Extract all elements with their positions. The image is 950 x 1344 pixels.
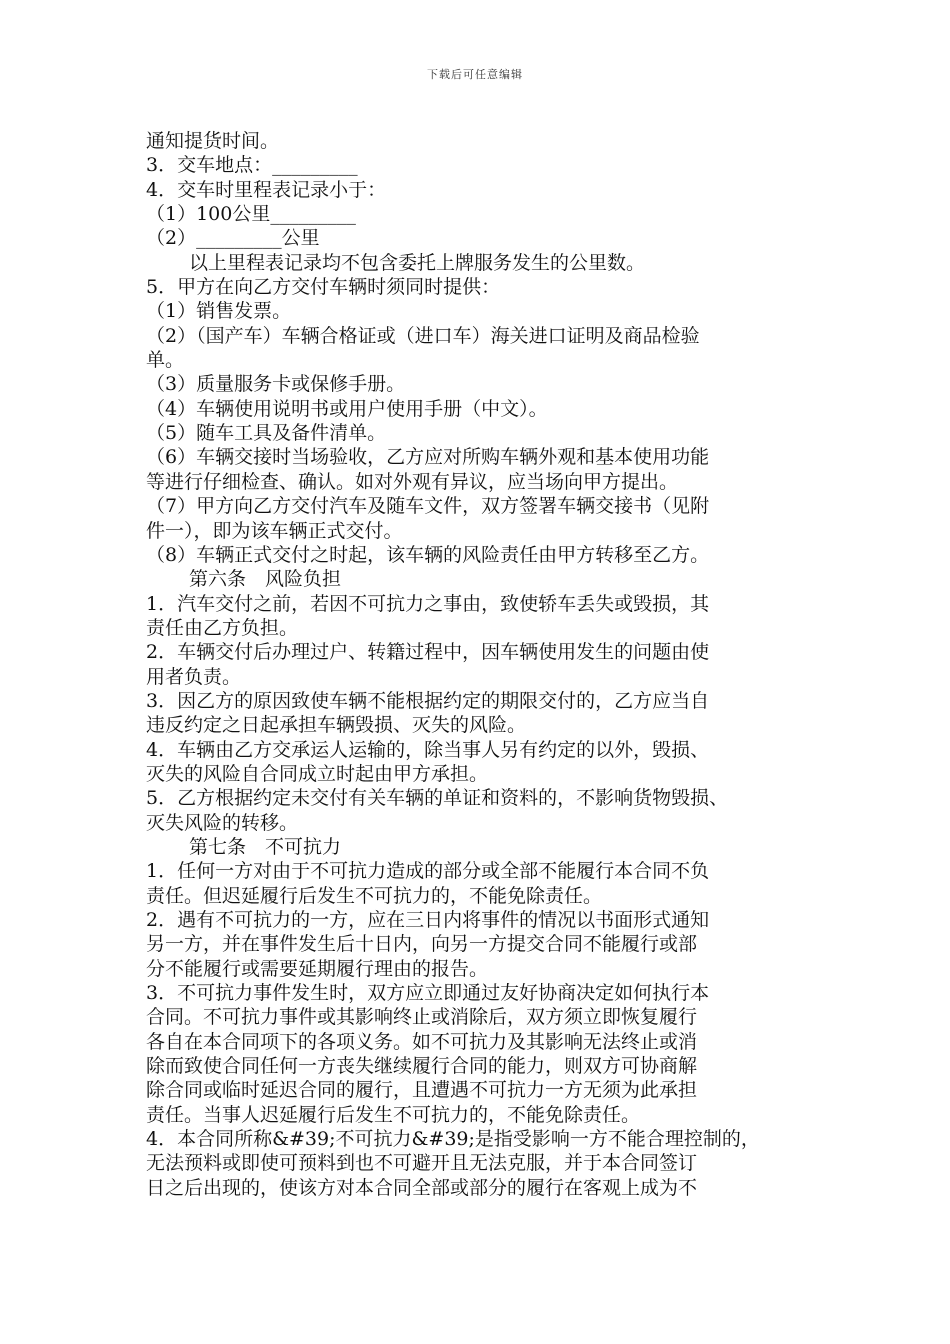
body-line: 除合同或临时延迟合同的履行，且遭遇不可抗力一方无须为此承担 [146, 1079, 698, 1102]
body-line: 违反约定之日起承担车辆毁损、灭失的风险。 [146, 714, 527, 737]
body-line: 日之后出现的，使该方对本合同全部或部分的履行在客观上成为不 [146, 1176, 698, 1199]
body-line: 合同。不可抗力事件或其影响终止或消除后，双方须立即恢复履行 [146, 1006, 698, 1029]
body-line: 灭失风险的转移。 [146, 811, 299, 834]
page-header: 下载后可任意编辑 [427, 68, 523, 81]
body-line: （4）车辆使用说明书或用户使用手册（中文）。 [146, 397, 548, 420]
body-line: 1．汽车交付之前，若因不可抗力之事由，致使轿车丢失或毁损，其 [146, 592, 710, 615]
body-line: 5．乙方根据约定未交付有关车辆的单证和资料的，不影响货物毁损、 [146, 787, 729, 810]
body-line: 除而致使合同任何一方丧失继续履行合同的能力，则双方可协商解 [146, 1055, 698, 1078]
body-line: 通知提货时间。 [146, 130, 280, 152]
body-line: （2）（国产车）车辆合格证或（进口车）海关进口证明及商品检验 [146, 324, 700, 347]
body-line: （2）_________公里 [146, 227, 320, 250]
body-line: 3．不可抗力事件发生时，双方应立即通过友好协商决定如何执行本 [146, 982, 710, 1005]
body-line: 件一），即为该车辆正式交付。 [146, 519, 403, 542]
body-line: 分不能履行或需要延期履行理由的报告。 [146, 957, 489, 980]
section-heading: 第七条 不可抗力 [189, 835, 342, 858]
body-line: 灭失的风险自合同成立时起由甲方承担。 [146, 762, 489, 785]
body-line: （5）随车工具及备件清单。 [146, 422, 387, 445]
body-line: 无法预料或即使可预料到也不可避开且无法克服，并于本合同签订 [146, 1152, 698, 1175]
body-line: （8）车辆正式交付之时起，该车辆的风险责任由甲方转移至乙方。 [146, 543, 710, 566]
body-line: 单。 [146, 349, 185, 372]
body-line: 2．遇有不可抗力的一方，应在三日内将事件的情况以书面形式通知 [146, 909, 710, 931]
body-line: （1）100公里_________ [146, 203, 356, 226]
body-line: （3）质量服务卡或保修手册。 [146, 373, 406, 396]
body-line: 4．交车时里程表记录小于： [146, 178, 387, 201]
section-heading: 第六条 风险负担 [189, 568, 342, 591]
body-line: 4．本合同所称&#39;不可抗力&#39;是指受影响一方不能合理控制的， [146, 1128, 760, 1151]
body-line: 3．因乙方的原因致使车辆不能根据约定的期限交付的，乙方应当自 [146, 689, 710, 712]
body-line: 另一方，并在事件发生后十日内，向另一方提交合同不能履行或部 [146, 933, 698, 956]
body-line: 责任。但迟延履行后发生不可抗力的，不能免除责任。 [146, 884, 603, 907]
body-line: 以上里程表记录均不包含委托上牌服务发生的公里数。 [189, 251, 646, 274]
body-line: （6）车辆交接时当场验收，乙方应对所购车辆外观和基本使用功能 [146, 446, 710, 469]
body-line: 2．车辆交付后办理过户、转籍过程中，因车辆使用发生的问题由使 [146, 641, 710, 664]
body-line: 3．交车地点：_________ [146, 154, 358, 177]
body-line: （1）销售发票。 [146, 300, 292, 323]
body-line: 责任。当事人迟延履行后发生不可抗力的，不能免除责任。 [146, 1103, 641, 1126]
body-line: 等进行仔细检查、确认。如对外观有异议，应当场向甲方提出。 [146, 470, 679, 493]
body-line: （7）甲方向乙方交付汽车及随车文件，双方签署车辆交接书（见附 [146, 495, 710, 518]
body-line: 用者负责。 [146, 665, 242, 688]
body-line: 4．车辆由乙方交承运人运输的，除当事人另有约定的以外，毁损、 [146, 738, 710, 761]
body-line: 责任由乙方负担。 [146, 616, 299, 639]
body-line: 1．任何一方对由于不可抗力造成的部分或全部不能履行本合同不负 [146, 860, 710, 883]
body-line: 5．甲方在向乙方交付车辆时须同时提供： [146, 276, 501, 299]
body-line: 各自在本合同项下的各项义务。如不可抗力及其影响无法终止或消 [146, 1030, 698, 1053]
document-body [146, 129, 816, 1200]
